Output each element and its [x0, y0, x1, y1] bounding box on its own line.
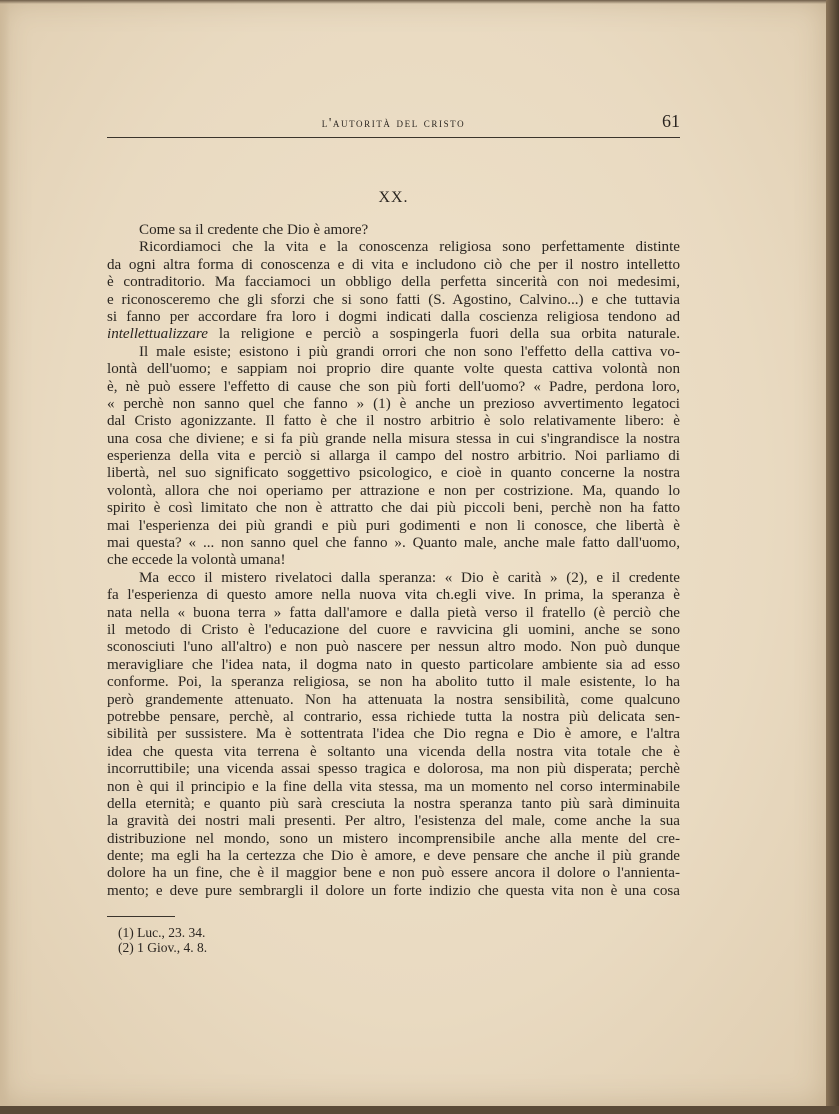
body-text — [107, 222, 680, 900]
text-line: distribuzione nel mondo, sono un mistero incomprensibile anche alla mente del cre- — [107, 830, 680, 847]
text-line: conforme. Poi, la speranza religiosa, se non ha abolito tutto il male esistente, lo ha — [107, 674, 680, 691]
text-line: Ma ecco il mistero rivelatoci dalla speranza: « Dio è carità » (2), e il credente — [139, 569, 680, 586]
text-line: e riconosceremo che gli sforzi che si sono fatti (S. Agostino, Calvino...) e che tuttavia — [107, 291, 680, 308]
running-header — [107, 111, 680, 139]
text-line: mento; e deve pure sembrargli il dolore un forte indizio che questa vita non è una cosa — [107, 882, 680, 899]
text-line: che eccede la volontà umana! — [107, 552, 286, 569]
header-rule — [107, 137, 680, 138]
text-line: esperienza della vita e perciò si allarga il campo del nostro arbitrio. Noi parliamo di — [107, 448, 680, 465]
text-line: mai l'esperienza dei più grandi e più puri godimenti e non li conosce, che libertà è — [107, 517, 680, 534]
text-line: sconosciuti l'uno all'altro) e non può nascere per nessun altro modo. Non può dunque — [107, 639, 680, 656]
text-line: dolore ha un fine, che è il maggior bene e non può essere ancora il dolore o l'annienta- — [107, 865, 680, 882]
text-line: mai questa? « ... non sanno quel che fanno ». Quanto male, anche male fatto dall'uomo, — [107, 535, 680, 552]
text-line: non è qui il principio e la fine della vita stessa, ma un momento nel corso interminabile — [107, 778, 680, 795]
text-line: lontà dell'uomo; e sappiam noi proprio dire quante volte questa cattiva volontà non — [107, 361, 680, 378]
text-line: Il male esiste; esistono i più grandi orrori che non sono l'effetto della cattiva vo- — [139, 343, 680, 360]
page-edge-bottom — [0, 1106, 839, 1114]
page-number: 61 — [662, 111, 680, 131]
text-line: è, nè può essere l'effetto di cause che son più forti dell'uomo? « Padre, perdona loro, — [107, 378, 680, 395]
text-line: fa l'esperienza di questo amore nella nuova vita ch.egli vive. In prima, la speranza è — [107, 587, 680, 604]
text-line: è contraditorio. Ma facciamoci un obbligo della perfetta sincerità con noi medesimi, — [107, 274, 680, 291]
text-line: spirito è così limitato che non è attratto che dai più piccoli beni, perchè non ha fatto — [107, 500, 680, 517]
page-top-edge — [0, 0, 826, 4]
text-line: Come sa il credente che Dio è amore? — [139, 222, 369, 238]
text-line: da ogni altra forma di conoscenza e di vita e includono ciò che per il nostro intelletto — [107, 256, 680, 273]
text-line: dente; ma egli ha la certezza che Dio è amore, e deve pensare che anche il più grande — [107, 848, 680, 865]
section-number: XX. — [378, 189, 409, 206]
text-line: meravigliare che l'idea nata, il dogma nato in questo particolare ambiente sia ad esso — [107, 656, 680, 673]
text-line: potrebbe pensare, perchè, al contrario, essa richiede tutta la nostra più delicata sen- — [107, 708, 680, 725]
footnote-rule — [107, 916, 175, 917]
text-line: dal Cristo agonizzante. Il fatto è che il nostro arbitrio è solo relativamente libero: è — [107, 413, 680, 430]
italic-word: intellettualizzare — [107, 326, 208, 343]
footnote: (1) Luc., 23. 34. — [118, 925, 206, 940]
footnote: (2) 1 Giov., 4. 8. — [118, 940, 208, 955]
text-line: una cosa che diviene; e si fa più grande nella misura stessa in cui s'ingrandisce la nostra — [107, 430, 680, 447]
text-line: della eternità; e quanto più sarà cresciuta la nostra speranza tanto più sarà diminuita — [107, 795, 680, 812]
text-line: nata nella « buona terra » fatta dall'amore e dalla pietà verso il fratello (è perciò che — [107, 604, 680, 621]
text-line: libertà, nel suo significato soggettivo psicologico, e cioè in quanto concerne la nostra — [107, 465, 680, 482]
text-line: si fanno per accordare fra loro i dogmi indicati dalla coscienza religiosa tendono ad — [107, 308, 680, 325]
text-line: il metodo di Cristo è l'educazione del cuore e ravvicina gli uomini, anche se sono — [107, 621, 680, 638]
text-line: volontà, allora che noi operiamo per attrazione e non per costrizione. Ma, quando lo — [107, 482, 680, 499]
page-edge-right — [826, 0, 839, 1114]
text-line: intellettualizzare la religione e perciò a sospingerla fuori della sua orbita naturale. — [107, 326, 680, 343]
running-title: l'autorità del cristo — [321, 115, 466, 130]
text-line: però grandemente attenuato. Non ha attenuata la nostra sensibilità, come qualcuno — [107, 691, 680, 708]
text-line: « perchè non sanno quel che fanno » (1) è anche un prezioso avvertimento legatoci — [107, 395, 680, 412]
page-gutter-shadow — [0, 0, 10, 1106]
text-line: Ricordiamoci che la vita e la conoscenza religiosa sono perfettamente distinte — [139, 239, 680, 256]
footnotes — [118, 925, 207, 955]
text-line: sibilità per sussistere. Ma è sottentrata l'idea che Dio regna e Dio è amore, e l'altra — [107, 726, 680, 743]
text-line: idea che questa vita terrena è soltanto una vicenda della nostra vita totale che è — [107, 743, 680, 760]
text-line: la gravità dei nostri mali presenti. Per altro, l'esistenza del male, come anche la sua — [107, 813, 680, 830]
text-line: incorruttibile; una vicenda assai spesso tragica e dolorosa, ma non più disperata; perchè — [107, 761, 680, 778]
